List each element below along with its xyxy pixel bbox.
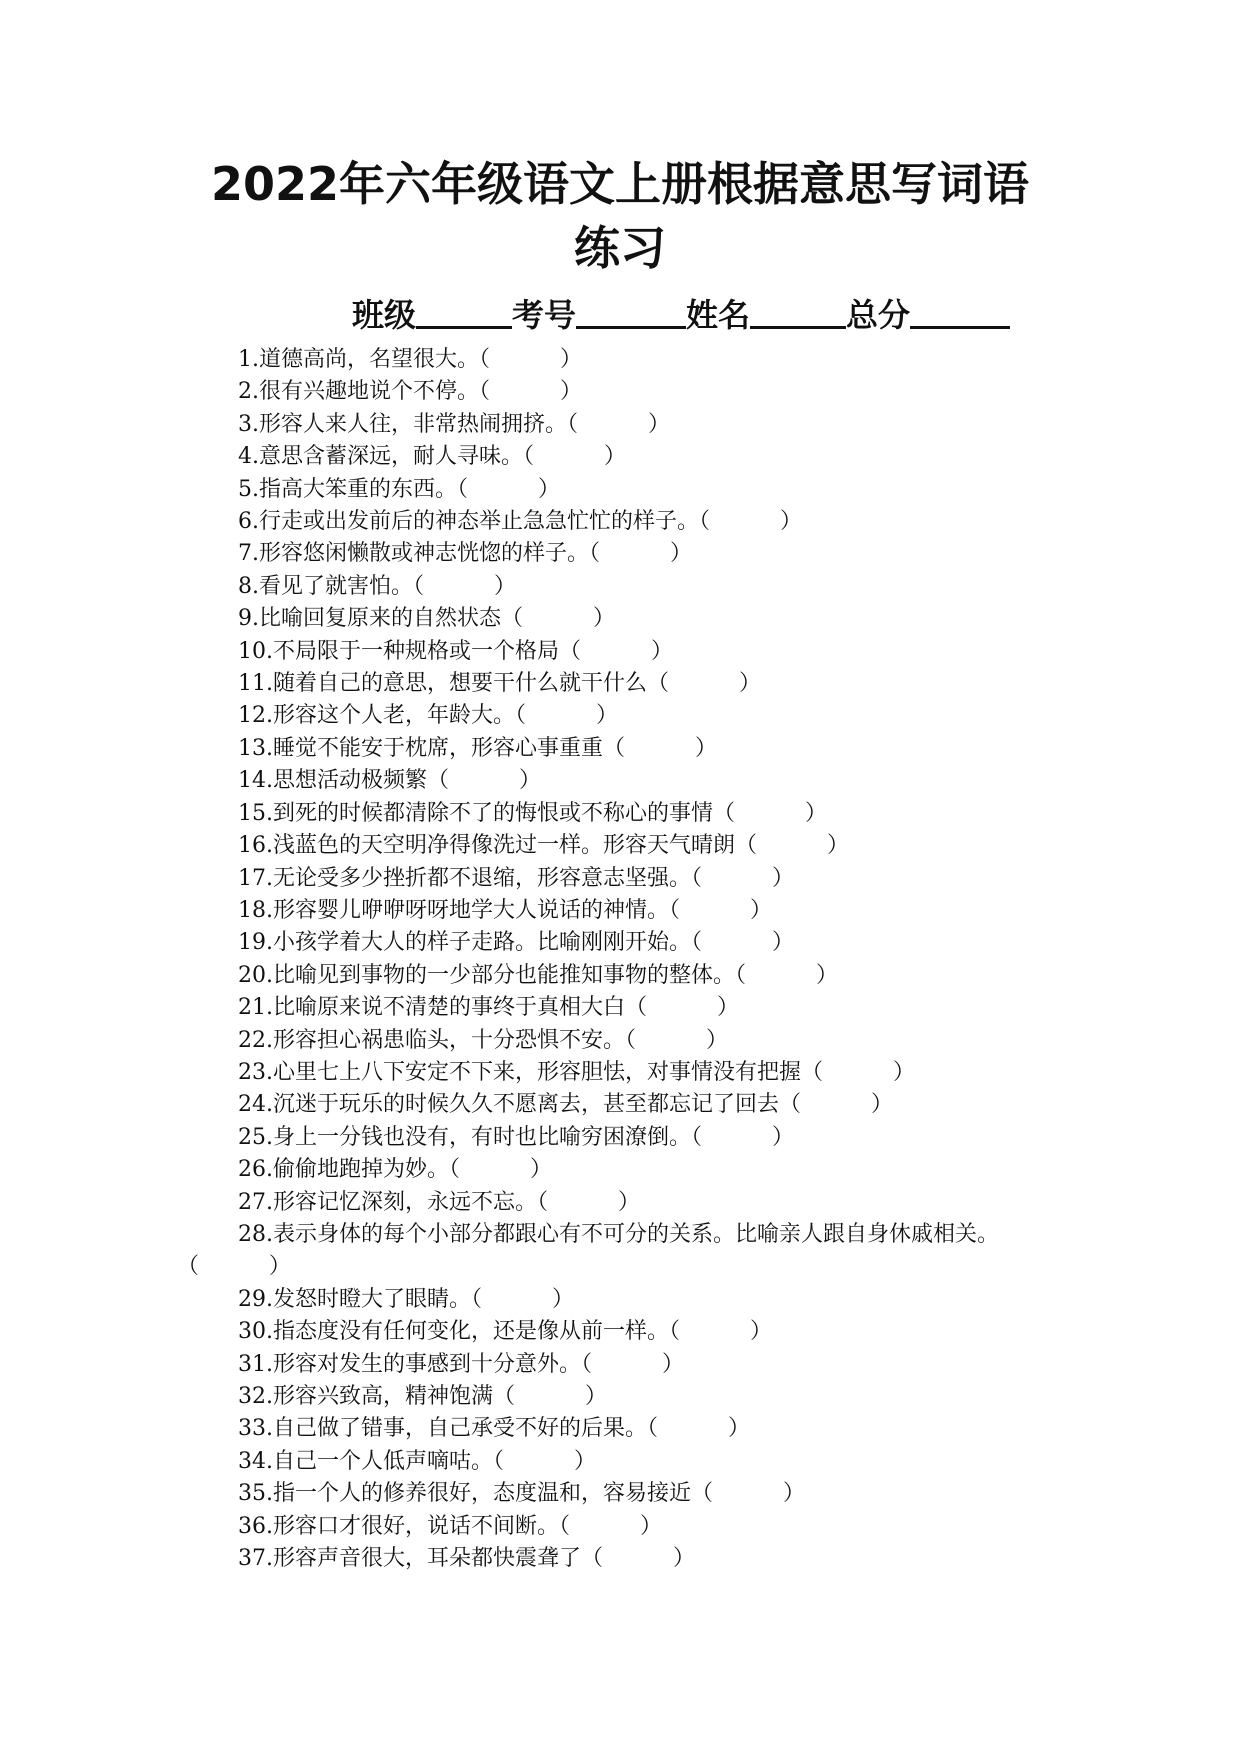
question-item bbox=[188, 1284, 1068, 1316]
question-text: 指高大笨重的东西。 bbox=[259, 476, 458, 502]
question-number: 27. bbox=[238, 1189, 273, 1215]
question-number: 30. bbox=[238, 1319, 273, 1345]
answer-bracket[interactable]: （ ） bbox=[669, 1319, 772, 1345]
question-number: 37. bbox=[238, 1546, 273, 1572]
answer-bracket[interactable]: （ ） bbox=[647, 1416, 750, 1442]
answer-bracket[interactable]: （ ） bbox=[625, 995, 739, 1021]
answer-bracket[interactable]: （ ） bbox=[647, 671, 761, 697]
question-item bbox=[188, 441, 1068, 473]
question-text: 形容记忆深刻，永远不忘。 bbox=[273, 1189, 538, 1215]
question-item bbox=[188, 1089, 1068, 1121]
question-number: 23. bbox=[238, 1059, 273, 1085]
question-number: 26. bbox=[238, 1157, 273, 1183]
question-number: 25. bbox=[238, 1124, 273, 1150]
answer-bracket[interactable]: （ ） bbox=[559, 1513, 662, 1539]
answer-bracket[interactable]: （ ） bbox=[537, 1189, 640, 1215]
question-list bbox=[188, 344, 1068, 1575]
question-item bbox=[188, 960, 1068, 992]
answer-bracket[interactable]: （ ） bbox=[523, 444, 626, 470]
question-text: 比喻见到事物的一少部分也能推知事物的整体。 bbox=[273, 962, 736, 988]
question-item bbox=[188, 668, 1068, 700]
question-number: 20. bbox=[238, 962, 273, 988]
answer-bracket[interactable]: （ ） bbox=[691, 1481, 805, 1507]
question-text: 小孩学着大人的样子走路。比喻刚刚开始。 bbox=[273, 930, 692, 956]
question-number: 5. bbox=[238, 476, 259, 502]
question-text: 比喻原来说不清楚的事终于真相大白 bbox=[273, 995, 626, 1021]
question-item bbox=[188, 765, 1068, 797]
answer-bracket[interactable]: （ ） bbox=[603, 735, 717, 761]
exam-no-blank bbox=[576, 292, 686, 329]
question-text: 很有兴趣地说个不停。 bbox=[259, 379, 480, 405]
answer-bracket[interactable]: （ ） bbox=[625, 1027, 728, 1053]
question-number: 16. bbox=[238, 833, 273, 859]
question-item bbox=[188, 700, 1068, 732]
question-number: 22. bbox=[238, 1027, 273, 1053]
question-item bbox=[188, 1122, 1068, 1154]
question-text: 不局限于一种规格或一个格局 bbox=[273, 638, 560, 664]
question-number: 10. bbox=[238, 638, 273, 664]
question-item bbox=[188, 506, 1068, 538]
question-number: 14. bbox=[238, 768, 273, 794]
question-text: 无论受多少挫折都不退缩，形容意志坚强。 bbox=[273, 865, 692, 891]
question-text: 看见了就害怕。 bbox=[259, 573, 414, 599]
answer-bracket[interactable]: （ ） bbox=[457, 476, 560, 502]
question-text: 表示身体的每个小部分都跟心有不可分的关系。比喻亲人跟自身休戚相关。 bbox=[273, 1221, 1000, 1247]
question-text: 形容婴儿咿咿呀呀地学大人说话的神情。 bbox=[273, 897, 670, 923]
answer-bracket[interactable]: （ ） bbox=[581, 1546, 695, 1572]
question-text: 形容声音很大，耳朵都快震聋了 bbox=[273, 1546, 582, 1572]
question-text: 自己做了错事，自己承受不好的后果。 bbox=[273, 1416, 648, 1442]
question-item bbox=[188, 1219, 1068, 1284]
question-number: 12. bbox=[238, 703, 273, 729]
question-number: 4. bbox=[238, 444, 259, 470]
question-item bbox=[188, 1478, 1068, 1510]
answer-bracket[interactable]: （ ） bbox=[699, 509, 802, 535]
question-text: 到死的时候都清除不了的悔恨或不称心的事情 bbox=[273, 800, 714, 826]
question-item bbox=[188, 1413, 1068, 1445]
question-number: 32. bbox=[238, 1384, 273, 1409]
total-label: 总分 bbox=[846, 296, 911, 334]
question-item bbox=[188, 927, 1068, 959]
answer-bracket[interactable]: （ ） bbox=[691, 865, 794, 891]
question-text: 心里七上八下安定不下来，形容胆怯，对事情没有把握 bbox=[273, 1059, 802, 1085]
question-item bbox=[188, 1316, 1068, 1348]
question-number: 13. bbox=[238, 735, 273, 761]
question-text: 浅蓝色的天空明净得像洗过一样。形容天气晴朗 bbox=[273, 833, 736, 859]
answer-bracket[interactable]: （ ） bbox=[801, 1059, 915, 1085]
question-text: 思想活动极频繁 bbox=[273, 768, 428, 794]
answer-bracket[interactable]: （ ） bbox=[413, 573, 516, 599]
name-blank bbox=[750, 292, 846, 329]
question-text: 身上一分钱也没有，有时也比喻穷困潦倒。 bbox=[273, 1124, 692, 1150]
question-text: 形容对发生的事感到十分意外。 bbox=[273, 1351, 582, 1377]
page-title-line-2: 练习 bbox=[574, 221, 666, 275]
question-text: 形容担心祸患临头，十分恐惧不安。 bbox=[273, 1027, 626, 1053]
question-number: 1. bbox=[238, 347, 259, 372]
question-text: 形容这个人老，年龄大。 bbox=[273, 703, 516, 729]
question-number: 34. bbox=[238, 1448, 273, 1474]
question-text: 偷偷地跑掉为妙。 bbox=[273, 1157, 450, 1183]
question-item bbox=[188, 1543, 1068, 1575]
answer-bracket[interactable]: （ ） bbox=[479, 379, 582, 405]
question-item bbox=[188, 1446, 1068, 1478]
answer-bracket[interactable]: （ ） bbox=[735, 833, 849, 859]
question-text: 道德高尚，名望很大。 bbox=[259, 347, 480, 372]
question-text: 自己一个人低声嘀咕。 bbox=[273, 1448, 494, 1474]
question-text: 比喻回复原来的自然状态 bbox=[259, 606, 502, 632]
question-item bbox=[188, 474, 1068, 506]
question-text: 睡觉不能安于枕席，形容心事重重 bbox=[273, 735, 604, 761]
answer-bracket[interactable]: （ ） bbox=[691, 1124, 794, 1150]
class-blank bbox=[416, 292, 512, 329]
question-item bbox=[188, 1381, 1068, 1413]
question-number: 3. bbox=[238, 411, 259, 437]
class-label: 班级 bbox=[352, 296, 417, 334]
question-item bbox=[188, 344, 1068, 376]
question-number: 21. bbox=[238, 995, 273, 1021]
question-item bbox=[188, 603, 1068, 635]
question-number: 9. bbox=[238, 606, 259, 632]
answer-bracket[interactable]: （ ） bbox=[493, 1448, 596, 1474]
question-text: 形容人来人往，非常热闹拥挤。 bbox=[259, 411, 568, 437]
question-text: 沉迷于玩乐的时候久久不愿离去，甚至都忘记了回去 bbox=[273, 1092, 780, 1118]
question-item bbox=[188, 1025, 1068, 1057]
question-item bbox=[188, 733, 1068, 765]
question-text: 形容兴致高，精神饱满 bbox=[273, 1384, 494, 1409]
question-number: 2. bbox=[238, 379, 259, 405]
question-text: 随着自己的意思，想要干什么就干什么 bbox=[273, 671, 648, 697]
answer-bracket[interactable]: （ ） bbox=[515, 703, 618, 729]
question-item bbox=[188, 1154, 1068, 1186]
question-item bbox=[188, 376, 1068, 408]
question-text: 形容悠闲懒散或神志恍惚的样子。 bbox=[259, 541, 590, 567]
question-item bbox=[188, 636, 1068, 668]
question-number: 29. bbox=[238, 1286, 273, 1312]
question-number: 11. bbox=[238, 671, 273, 697]
answer-bracket[interactable]: （ ） bbox=[479, 347, 582, 372]
question-text: 指态度没有任何变化，还是像从前一样。 bbox=[273, 1319, 670, 1345]
question-item bbox=[188, 538, 1068, 570]
question-item bbox=[188, 992, 1068, 1024]
question-number: 19. bbox=[238, 930, 273, 956]
question-number: 15. bbox=[238, 800, 273, 826]
question-number: 24. bbox=[238, 1092, 273, 1118]
question-text: 形容口才很好，说话不间断。 bbox=[273, 1513, 560, 1539]
answer-bracket[interactable]: （ ） bbox=[559, 638, 673, 664]
answer-bracket[interactable]: （ ） bbox=[779, 1092, 893, 1118]
question-item bbox=[188, 1349, 1068, 1381]
answer-bracket[interactable]: （ ） bbox=[581, 1351, 684, 1377]
question-item bbox=[188, 895, 1068, 927]
question-item bbox=[188, 863, 1068, 895]
question-item bbox=[188, 1057, 1068, 1089]
question-number: 18. bbox=[238, 897, 273, 923]
exam-no-label: 考号 bbox=[512, 296, 577, 334]
answer-bracket[interactable]: （ ） bbox=[493, 1384, 607, 1409]
question-item bbox=[188, 798, 1068, 830]
answer-bracket[interactable]: （ ） bbox=[567, 411, 670, 437]
question-number: 36. bbox=[238, 1513, 273, 1539]
question-number: 17. bbox=[238, 865, 273, 891]
question-number: 31. bbox=[238, 1351, 273, 1377]
question-item bbox=[188, 571, 1068, 603]
question-item bbox=[188, 1511, 1068, 1543]
question-text: 发怒时瞪大了眼睛。 bbox=[273, 1286, 472, 1312]
question-number: 33. bbox=[238, 1416, 273, 1442]
question-number: 8. bbox=[238, 573, 259, 599]
page-title-line-1: 2022年六年级语文上册根据意思写词语 bbox=[210, 157, 1030, 211]
question-item bbox=[188, 1187, 1068, 1219]
question-item bbox=[188, 830, 1068, 862]
answer-bracket[interactable]: （ ） bbox=[471, 1286, 574, 1312]
answer-bracket[interactable]: （ ） bbox=[427, 768, 541, 794]
student-info-line bbox=[352, 292, 1010, 336]
question-number: 35. bbox=[238, 1481, 273, 1507]
answer-bracket[interactable]: （ ） bbox=[188, 1254, 291, 1280]
total-blank bbox=[910, 292, 1010, 329]
question-number: 28. bbox=[238, 1221, 273, 1247]
question-text: 意思含蓄深远，耐人寻味。 bbox=[259, 444, 524, 470]
name-label: 姓名 bbox=[686, 296, 751, 334]
question-number: 7. bbox=[238, 541, 259, 567]
answer-bracket[interactable]: （ ） bbox=[501, 606, 615, 632]
answer-bracket[interactable]: （ ） bbox=[449, 1157, 552, 1183]
answer-bracket[interactable]: （ ） bbox=[669, 897, 772, 923]
answer-bracket[interactable]: （ ） bbox=[713, 800, 827, 826]
question-text: 指一个人的修养很好，态度温和，容易接近 bbox=[273, 1481, 692, 1507]
answer-bracket[interactable]: （ ） bbox=[735, 962, 838, 988]
answer-bracket[interactable]: （ ） bbox=[589, 541, 692, 567]
question-item bbox=[188, 409, 1068, 441]
answer-bracket[interactable]: （ ） bbox=[691, 930, 794, 956]
question-number: 6. bbox=[238, 509, 259, 535]
question-text: 行走或出发前后的神态举止急急忙忙的样子。 bbox=[259, 509, 700, 535]
